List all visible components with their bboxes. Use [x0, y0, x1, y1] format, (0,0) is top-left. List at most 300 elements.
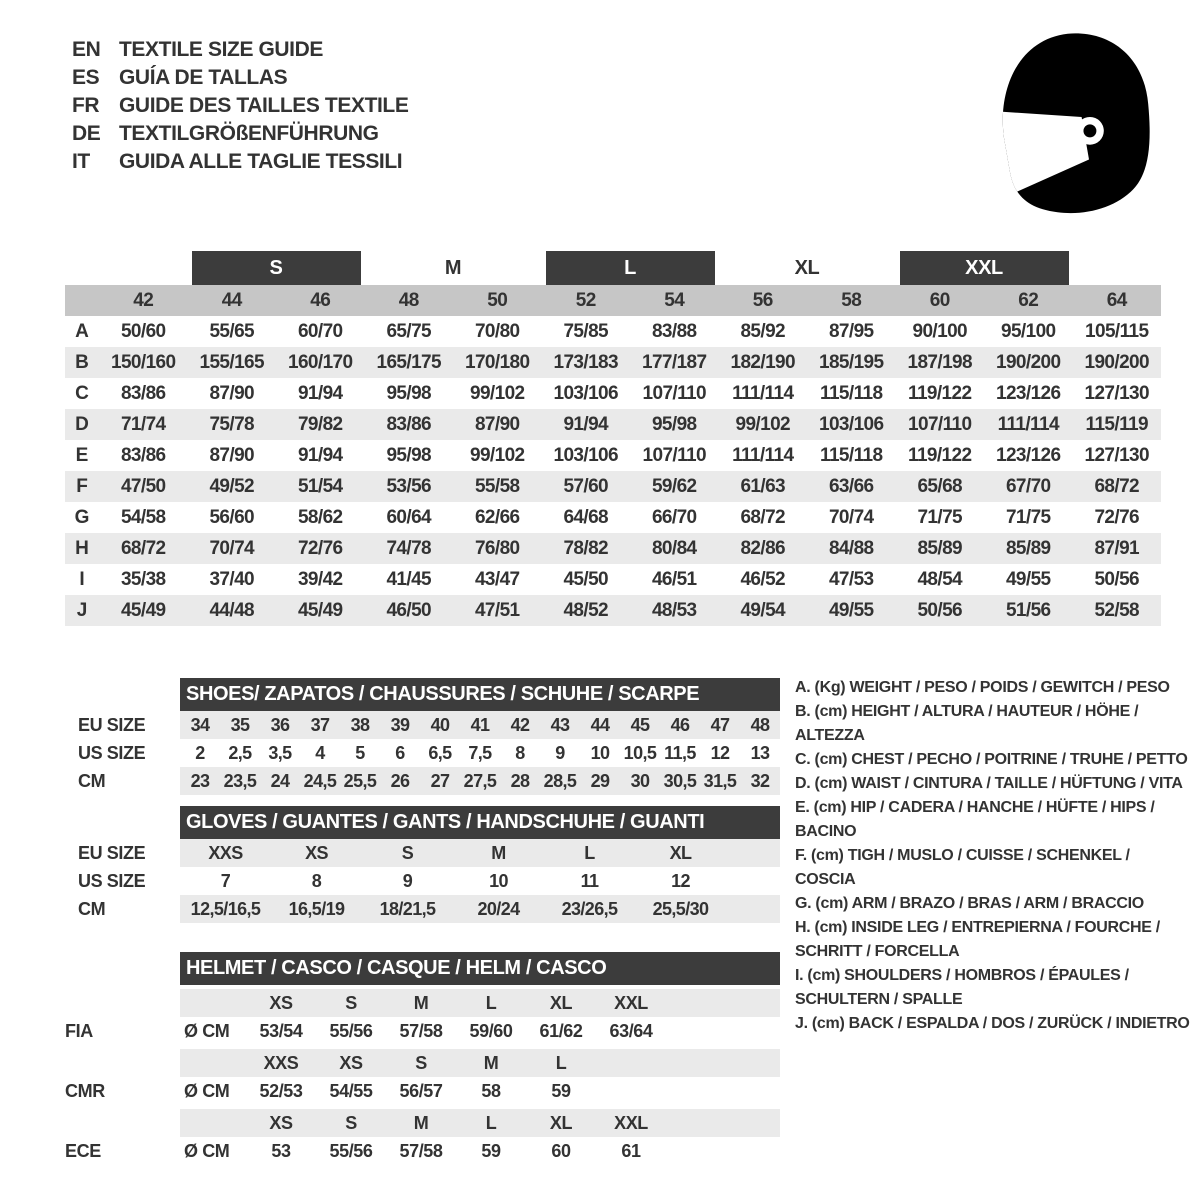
helmet-values-row: [65, 1077, 1165, 1105]
measure-value: 44/48: [209, 600, 255, 621]
measure-value: 99/102: [735, 414, 790, 435]
measure-value: 185/195: [819, 352, 884, 373]
gloves-size-value: 8: [311, 871, 322, 891]
measure-row-b: [65, 347, 1161, 378]
measure-value: 46/52: [740, 569, 786, 590]
measure-row-e: [65, 440, 1161, 471]
measure-value: 79/82: [297, 414, 343, 435]
shoes-size-value: 8: [515, 743, 525, 763]
legend-item-c: C. (cm) CHEST / PECHO / POITRINE / TRUHE / PETTO: [795, 751, 1188, 768]
helmet-value: 59: [551, 1081, 571, 1101]
language-list: [72, 36, 408, 176]
helmet-value: 57/58: [399, 1021, 443, 1041]
textile-size-table: [65, 251, 1161, 626]
measure-value: 111/114: [732, 445, 794, 466]
measure-row-c: [65, 378, 1161, 409]
measure-value: 45/49: [120, 600, 166, 621]
gloves-row-label-eu-size: EU SIZE: [78, 843, 146, 863]
helmet-sizes-row: [65, 1049, 1165, 1077]
shoes-size-value: 7,5: [468, 743, 492, 763]
measure-value: 56/60: [209, 507, 255, 528]
shoes-size-value: 6,5: [428, 743, 452, 763]
helmet-size: L: [485, 1113, 497, 1133]
racing-helmet-icon: [978, 28, 1163, 218]
legend-item-d: D. (cm) WAIST / CINTURA / TAILLE / HÜFTUNG / VITA: [795, 775, 1183, 792]
measure-value: 49/52: [209, 476, 255, 497]
gloves-size-value: 10: [489, 871, 508, 891]
measure-value: 35/38: [120, 569, 166, 590]
measure-value: 115/119: [1085, 414, 1148, 435]
measure-value: 127/130: [1084, 383, 1149, 404]
shoes-row-label-us-size: US SIZE: [78, 743, 146, 763]
measure-value: 111/114: [997, 414, 1059, 435]
size-group-xxl: XXL: [900, 251, 1069, 285]
helmet-size: XXS: [263, 1053, 299, 1073]
shoes-size-value: 30: [630, 771, 650, 791]
diameter-unit: Ø CM: [184, 1141, 230, 1161]
measure-value: 70/74: [828, 507, 874, 528]
gloves-row-label-cm: CM: [78, 899, 106, 919]
shoes-size-value: 12: [710, 743, 730, 763]
measure-value: 68/72: [120, 538, 166, 559]
shoes-size-value: 4: [315, 743, 325, 763]
gloves-size-value: XXS: [208, 843, 243, 863]
measure-value: 103/106: [819, 414, 884, 435]
size-group-xl: XL: [794, 257, 820, 279]
measure-value: 49/55: [828, 600, 874, 621]
gloves-size-value: 12,5/16,5: [190, 899, 261, 919]
measure-value: 41/45: [386, 569, 432, 590]
shoes-size-value: 10: [590, 743, 610, 763]
measure-value: 95/98: [386, 383, 432, 404]
helmet-value: 59/60: [469, 1021, 513, 1041]
helmet-value: 56/57: [399, 1081, 443, 1101]
measure-value: 78/82: [563, 538, 609, 559]
numeric-size: 62: [1018, 290, 1039, 311]
shoes-size-value: 44: [590, 715, 610, 735]
shoes-size-value: 45: [630, 715, 650, 735]
measure-value: 95/98: [651, 414, 697, 435]
helmet-size: XS: [339, 1053, 363, 1073]
helmet-value: 61/62: [539, 1021, 583, 1041]
shoes-size-value: 29: [590, 771, 610, 791]
helmet-size: S: [415, 1053, 427, 1073]
measure-value: 66/70: [651, 507, 697, 528]
helmet-section-title: HELMET / CASCO / CASQUE / HELM / CASCO: [180, 952, 780, 985]
numeric-size: 42: [133, 290, 154, 311]
measure-value: 71/74: [120, 414, 166, 435]
measure-value: 103/106: [553, 383, 618, 404]
measure-value: 105/115: [1085, 321, 1149, 342]
shoes-size-value: 35: [230, 715, 250, 735]
measure-value: 48/53: [651, 600, 697, 621]
gloves-size-rows: [180, 839, 780, 923]
measure-value: 70/80: [474, 321, 520, 342]
shoes-size-value: 11,5: [664, 743, 696, 763]
gloves-size-value: 25,5/30: [652, 899, 709, 919]
measure-value: 190/200: [1084, 352, 1149, 373]
measure-value: 48/54: [917, 569, 963, 590]
helmet-size: XS: [269, 993, 293, 1013]
helmet-value: 59: [481, 1141, 501, 1161]
measure-value: 87/90: [474, 414, 520, 435]
language-label: GUIDE DES TAILLES TEXTILE: [119, 94, 409, 117]
numeric-size: 54: [664, 290, 685, 311]
measure-row-label: I: [79, 569, 85, 590]
measure-row-label: H: [75, 538, 89, 559]
measure-value: 99/102: [469, 383, 525, 404]
helmet-sizes: [180, 1049, 780, 1077]
size-group-l: L: [546, 251, 715, 285]
diameter-unit: Ø CM: [184, 1081, 230, 1101]
standard-label-ece: ECE: [65, 1141, 101, 1161]
helmet-size: XXL: [614, 1113, 648, 1133]
measure-row-label: J: [76, 600, 88, 621]
shoes-size-value: 43: [550, 715, 570, 735]
shoes-row-label-cm: CM: [78, 771, 106, 791]
measure-value: 76/80: [474, 538, 520, 559]
language-label: TEXTILE SIZE GUIDE: [119, 38, 323, 61]
measure-value: 83/86: [386, 414, 432, 435]
legend-item-e: E. (cm) HIP / CADERA / HANCHE / HÜFTE / HIPS / BACINO: [795, 799, 1155, 840]
language-code: ES: [72, 66, 100, 89]
gloves-size-value: 12: [671, 871, 690, 891]
unit-spacer: [180, 1109, 246, 1137]
measure-value: 95/98: [386, 445, 432, 466]
helmet-size: XS: [269, 1113, 293, 1133]
helmet-value: 53: [271, 1141, 291, 1161]
shoes-size-value: 31,5: [703, 771, 737, 791]
numeric-size: 58: [841, 290, 862, 311]
helmet-size: L: [485, 993, 497, 1013]
measure-row-j: [65, 595, 1161, 626]
measure-row-g: [65, 502, 1161, 533]
measure-value: 150/160: [111, 352, 176, 373]
measure-value: 91/94: [297, 445, 343, 466]
measure-value: 160/170: [288, 352, 353, 373]
measure-value: 75/78: [209, 414, 255, 435]
numeric-size: 46: [310, 290, 331, 311]
measure-value: 47/50: [120, 476, 166, 497]
shoes-size-value: 30,5: [663, 771, 697, 791]
legend-item-i: I. (cm) SHOULDERS / HOMBROS / ÉPAULES / SCHULTERN / SPALLE: [795, 967, 1129, 1008]
measure-value: 115/118: [820, 383, 883, 404]
measure-row-f: [65, 471, 1161, 502]
legend-item-b: B. (cm) HEIGHT / ALTURA / HAUTEUR / HÖHE / ALTEZZA: [795, 703, 1139, 744]
helmet-value: 58: [481, 1081, 501, 1101]
measure-value: 119/122: [908, 383, 972, 404]
measure-value: 60/70: [297, 321, 343, 342]
helmet-values: [180, 1137, 780, 1165]
measure-value: 65/75: [386, 321, 432, 342]
shoes-size-rows: [180, 711, 780, 795]
shoes-size-value: 24,5: [303, 771, 337, 791]
measure-value: 90/100: [912, 321, 967, 342]
gloves-size-value: 20/24: [477, 899, 520, 919]
shoes-size-value: 24: [270, 771, 290, 791]
shoes-size-value: 38: [350, 715, 370, 735]
helmet-size: S: [345, 993, 357, 1013]
helmet-size: XL: [549, 993, 573, 1013]
numeric-size: 48: [398, 290, 419, 311]
measure-value: 87/90: [209, 445, 255, 466]
helmet-sizes: [180, 1109, 780, 1137]
shoes-size-value: 34: [190, 715, 210, 735]
measure-row-label: A: [75, 321, 89, 342]
measure-value: 47/53: [828, 569, 874, 590]
measure-value: 45/50: [563, 569, 609, 590]
helmet-value: 57/58: [399, 1141, 443, 1161]
shoes-size-value: 47: [710, 715, 730, 735]
shoes-size-value: 9: [555, 743, 565, 763]
gloves-section-title: GLOVES / GUANTES / GANTS / HANDSCHUHE / GUANTI: [180, 806, 780, 839]
shoes-size-value: 42: [510, 715, 530, 735]
helmet-value: 52/53: [259, 1081, 303, 1101]
measure-row-label: D: [75, 414, 89, 435]
gloves-row-label-us-size: US SIZE: [78, 871, 146, 891]
measure-value: 48/52: [563, 600, 609, 621]
helmet-size: L: [555, 1053, 567, 1073]
helmet-size: M: [413, 1113, 429, 1133]
gloves-size-value: 7: [220, 871, 231, 891]
helmet-size: S: [345, 1113, 357, 1133]
measure-row-label: G: [74, 507, 90, 528]
measure-row-label: E: [75, 445, 89, 466]
shoes-size-value: 28,5: [543, 771, 577, 791]
shoes-size-value: 5: [355, 743, 365, 763]
measure-value: 85/89: [917, 538, 963, 559]
measure-value: 107/110: [642, 445, 706, 466]
measure-value: 103/106: [553, 445, 618, 466]
shoes-row-label-eu-size: EU SIZE: [78, 715, 146, 735]
measure-value: 67/70: [1005, 476, 1051, 497]
shoes-row-labels: [78, 711, 145, 795]
measure-value: 50/56: [917, 600, 963, 621]
gutter-spacer: [65, 1109, 180, 1137]
standard-label-cmr: CMR: [65, 1081, 105, 1101]
language-code: DE: [72, 122, 101, 145]
measure-value: 85/89: [1005, 538, 1051, 559]
measure-value: 91/94: [297, 383, 343, 404]
shoes-row-us-size: [180, 739, 780, 767]
measure-value: 111/114: [732, 383, 794, 404]
standard-label-fia: FIA: [65, 1021, 93, 1041]
measure-value: 62/66: [474, 507, 520, 528]
measure-value: 165/175: [376, 352, 441, 373]
language-label: GUIDA ALLE TAGLIE TESSILI: [119, 150, 403, 173]
shoes-size-value: 25,5: [343, 771, 377, 791]
gloves-size-value: XL: [669, 843, 692, 863]
measure-value: 68/72: [1094, 476, 1140, 497]
legend-item-j: J. (cm) BACK / ESPALDA / DOS / ZURÜCK / INDIETRO: [795, 1015, 1190, 1032]
helmet-standard-ece: [65, 1109, 1165, 1165]
unit-spacer: [180, 1049, 246, 1077]
legend-item-a: A. (Kg) WEIGHT / PESO / POIDS / GEWITCH / PESO: [795, 679, 1170, 696]
shoes-size-value: 10,5: [623, 743, 657, 763]
measure-value: 87/95: [828, 321, 874, 342]
measure-value: 99/102: [469, 445, 525, 466]
measure-value: 55/65: [209, 321, 255, 342]
measure-value: 173/183: [553, 352, 618, 373]
measure-value: 84/88: [828, 538, 874, 559]
numeric-size: 44: [221, 290, 242, 311]
measure-value: 70/74: [209, 538, 255, 559]
measure-value: 155/165: [199, 352, 264, 373]
measure-value: 46/50: [386, 600, 432, 621]
shoes-size-value: 46: [670, 715, 690, 735]
measure-value: 65/68: [917, 476, 963, 497]
helmet-value: 60: [551, 1141, 571, 1161]
measure-value: 123/126: [996, 445, 1061, 466]
measure-value: 51/56: [1005, 600, 1051, 621]
measure-value: 72/76: [1094, 507, 1140, 528]
shoes-section-title: SHOES/ ZAPATOS / CHAUSSURES / SCHUHE / SCARPE: [180, 678, 780, 711]
measure-value: 75/85: [563, 321, 609, 342]
language-label: TEXTILGRÖßENFÜHRUNG: [119, 122, 379, 145]
measure-value: 63/66: [828, 476, 874, 497]
helmet-standard-cmr: [65, 1049, 1165, 1105]
gloves-size-value: M: [491, 843, 506, 863]
measure-value: 82/86: [740, 538, 786, 559]
measurement-legend: [795, 676, 1193, 1036]
shoes-size-value: 32: [750, 771, 770, 791]
legend-item-f: F. (cm) TIGH / MUSLO / CUISSE / SCHENKEL / COSCIA: [795, 847, 1130, 888]
gutter-spacer: [65, 989, 180, 1017]
shoes-size-value: 27: [430, 771, 450, 791]
measure-value: 127/130: [1084, 445, 1149, 466]
helmet-size: M: [483, 1053, 499, 1073]
measure-value: 68/72: [740, 507, 786, 528]
legend-item-g: G. (cm) ARM / BRAZO / BRAS / ARM / BRACCIO: [795, 895, 1144, 912]
row-label-spacer: [65, 285, 99, 316]
language-row-de: [72, 120, 408, 148]
measure-value: 80/84: [651, 538, 697, 559]
measure-row-h: [65, 533, 1161, 564]
measure-value: 46/51: [651, 569, 697, 590]
numeric-size: 60: [929, 290, 950, 311]
gloves-size-value: 23/26,5: [561, 899, 618, 919]
numeric-size: 50: [487, 290, 508, 311]
shoes-size-value: 23: [190, 771, 210, 791]
measure-value: 190/200: [996, 352, 1061, 373]
measure-value: 37/40: [209, 569, 255, 590]
size-group-m: M: [444, 257, 462, 279]
shoes-size-value: 2,5: [228, 743, 252, 763]
gloves-size-value: 18/21,5: [379, 899, 436, 919]
shoes-size-value: 13: [750, 743, 770, 763]
shoes-size-value: 36: [270, 715, 290, 735]
helmet-size: XXL: [614, 993, 648, 1013]
measure-value: 107/110: [642, 383, 706, 404]
measure-value: 115/118: [820, 445, 883, 466]
shoes-size-value: 2: [195, 743, 205, 763]
shoes-size-value: 39: [390, 715, 410, 735]
measure-value: 45/49: [297, 600, 343, 621]
measure-value: 119/122: [908, 445, 972, 466]
measure-value: 39/42: [297, 569, 343, 590]
helmet-value: 61: [621, 1141, 641, 1161]
shoes-size-value: 3,5: [268, 743, 292, 763]
measure-value: 83/88: [651, 321, 697, 342]
measure-value: 72/76: [297, 538, 343, 559]
helmet-size: M: [413, 993, 429, 1013]
helmet-size: XL: [549, 1113, 573, 1133]
gutter-spacer: [65, 1049, 180, 1077]
measure-value: 52/58: [1094, 600, 1140, 621]
unit-spacer: [180, 989, 246, 1017]
gloves-size-value: 11: [580, 871, 599, 891]
measure-row-label: C: [75, 383, 89, 404]
measure-value: 95/100: [1000, 321, 1056, 342]
helmet-value: 63/64: [609, 1021, 653, 1041]
measure-value: 51/54: [297, 476, 343, 497]
numeric-size: 64: [1106, 290, 1127, 311]
measure-row-label: F: [76, 476, 88, 497]
measure-value: 187/198: [907, 352, 972, 373]
language-row-en: [72, 36, 408, 64]
language-code: IT: [72, 150, 90, 173]
shoes-size-value: 27,5: [463, 771, 497, 791]
language-label: GUÍA DE TALLAS: [119, 66, 288, 89]
measure-value: 182/190: [730, 352, 795, 373]
numeric-size: 56: [752, 290, 773, 311]
helmet-values-row: [65, 1137, 1165, 1165]
helmet-sizes-row: [65, 1109, 1165, 1137]
measure-value: 170/180: [465, 352, 530, 373]
gloves-size-value: 9: [402, 871, 413, 891]
measure-value: 50/60: [120, 321, 166, 342]
diameter-unit: Ø CM: [184, 1021, 230, 1041]
numeric-size-row: [65, 285, 1161, 316]
measure-value: 87/90: [209, 383, 255, 404]
language-code: EN: [72, 38, 101, 61]
measure-row-i: [65, 564, 1161, 595]
language-row-fr: [72, 92, 408, 120]
shoes-size-value: 28: [510, 771, 530, 791]
measure-value: 60/64: [386, 507, 432, 528]
helmet-value: 54/55: [329, 1081, 373, 1101]
measure-value: 91/94: [563, 414, 609, 435]
language-code: FR: [72, 94, 100, 117]
gloves-row-us-size: [180, 867, 780, 895]
gloves-size-value: XS: [305, 843, 328, 863]
measure-value: 47/51: [474, 600, 520, 621]
size-group-s: S: [192, 251, 361, 285]
gloves-size-value: S: [401, 843, 414, 863]
measure-value: 83/86: [120, 383, 166, 404]
measure-value: 49/54: [740, 600, 786, 621]
measure-row-label: B: [75, 352, 89, 373]
visor-pivot-inner: [1083, 124, 1096, 137]
measure-value: 53/56: [386, 476, 432, 497]
measure-value: 55/58: [474, 476, 520, 497]
helmet-sizes: [180, 989, 780, 1017]
numeric-size: 52: [575, 290, 596, 311]
language-row-it: [72, 148, 408, 176]
gloves-size-value: L: [584, 843, 595, 863]
shoes-size-value: 41: [470, 715, 490, 735]
measure-value: 177/187: [642, 352, 707, 373]
gloves-row-cm: [180, 895, 780, 923]
measure-value: 49/55: [1005, 569, 1051, 590]
shoes-row-eu-size: [180, 711, 780, 739]
helmet-value: 55/56: [329, 1141, 373, 1161]
measure-value: 123/126: [996, 383, 1061, 404]
measure-value: 85/92: [740, 321, 786, 342]
measure-value: 71/75: [1005, 507, 1051, 528]
helmet-values: [180, 1017, 780, 1045]
helmet-value: 55/56: [329, 1021, 373, 1041]
